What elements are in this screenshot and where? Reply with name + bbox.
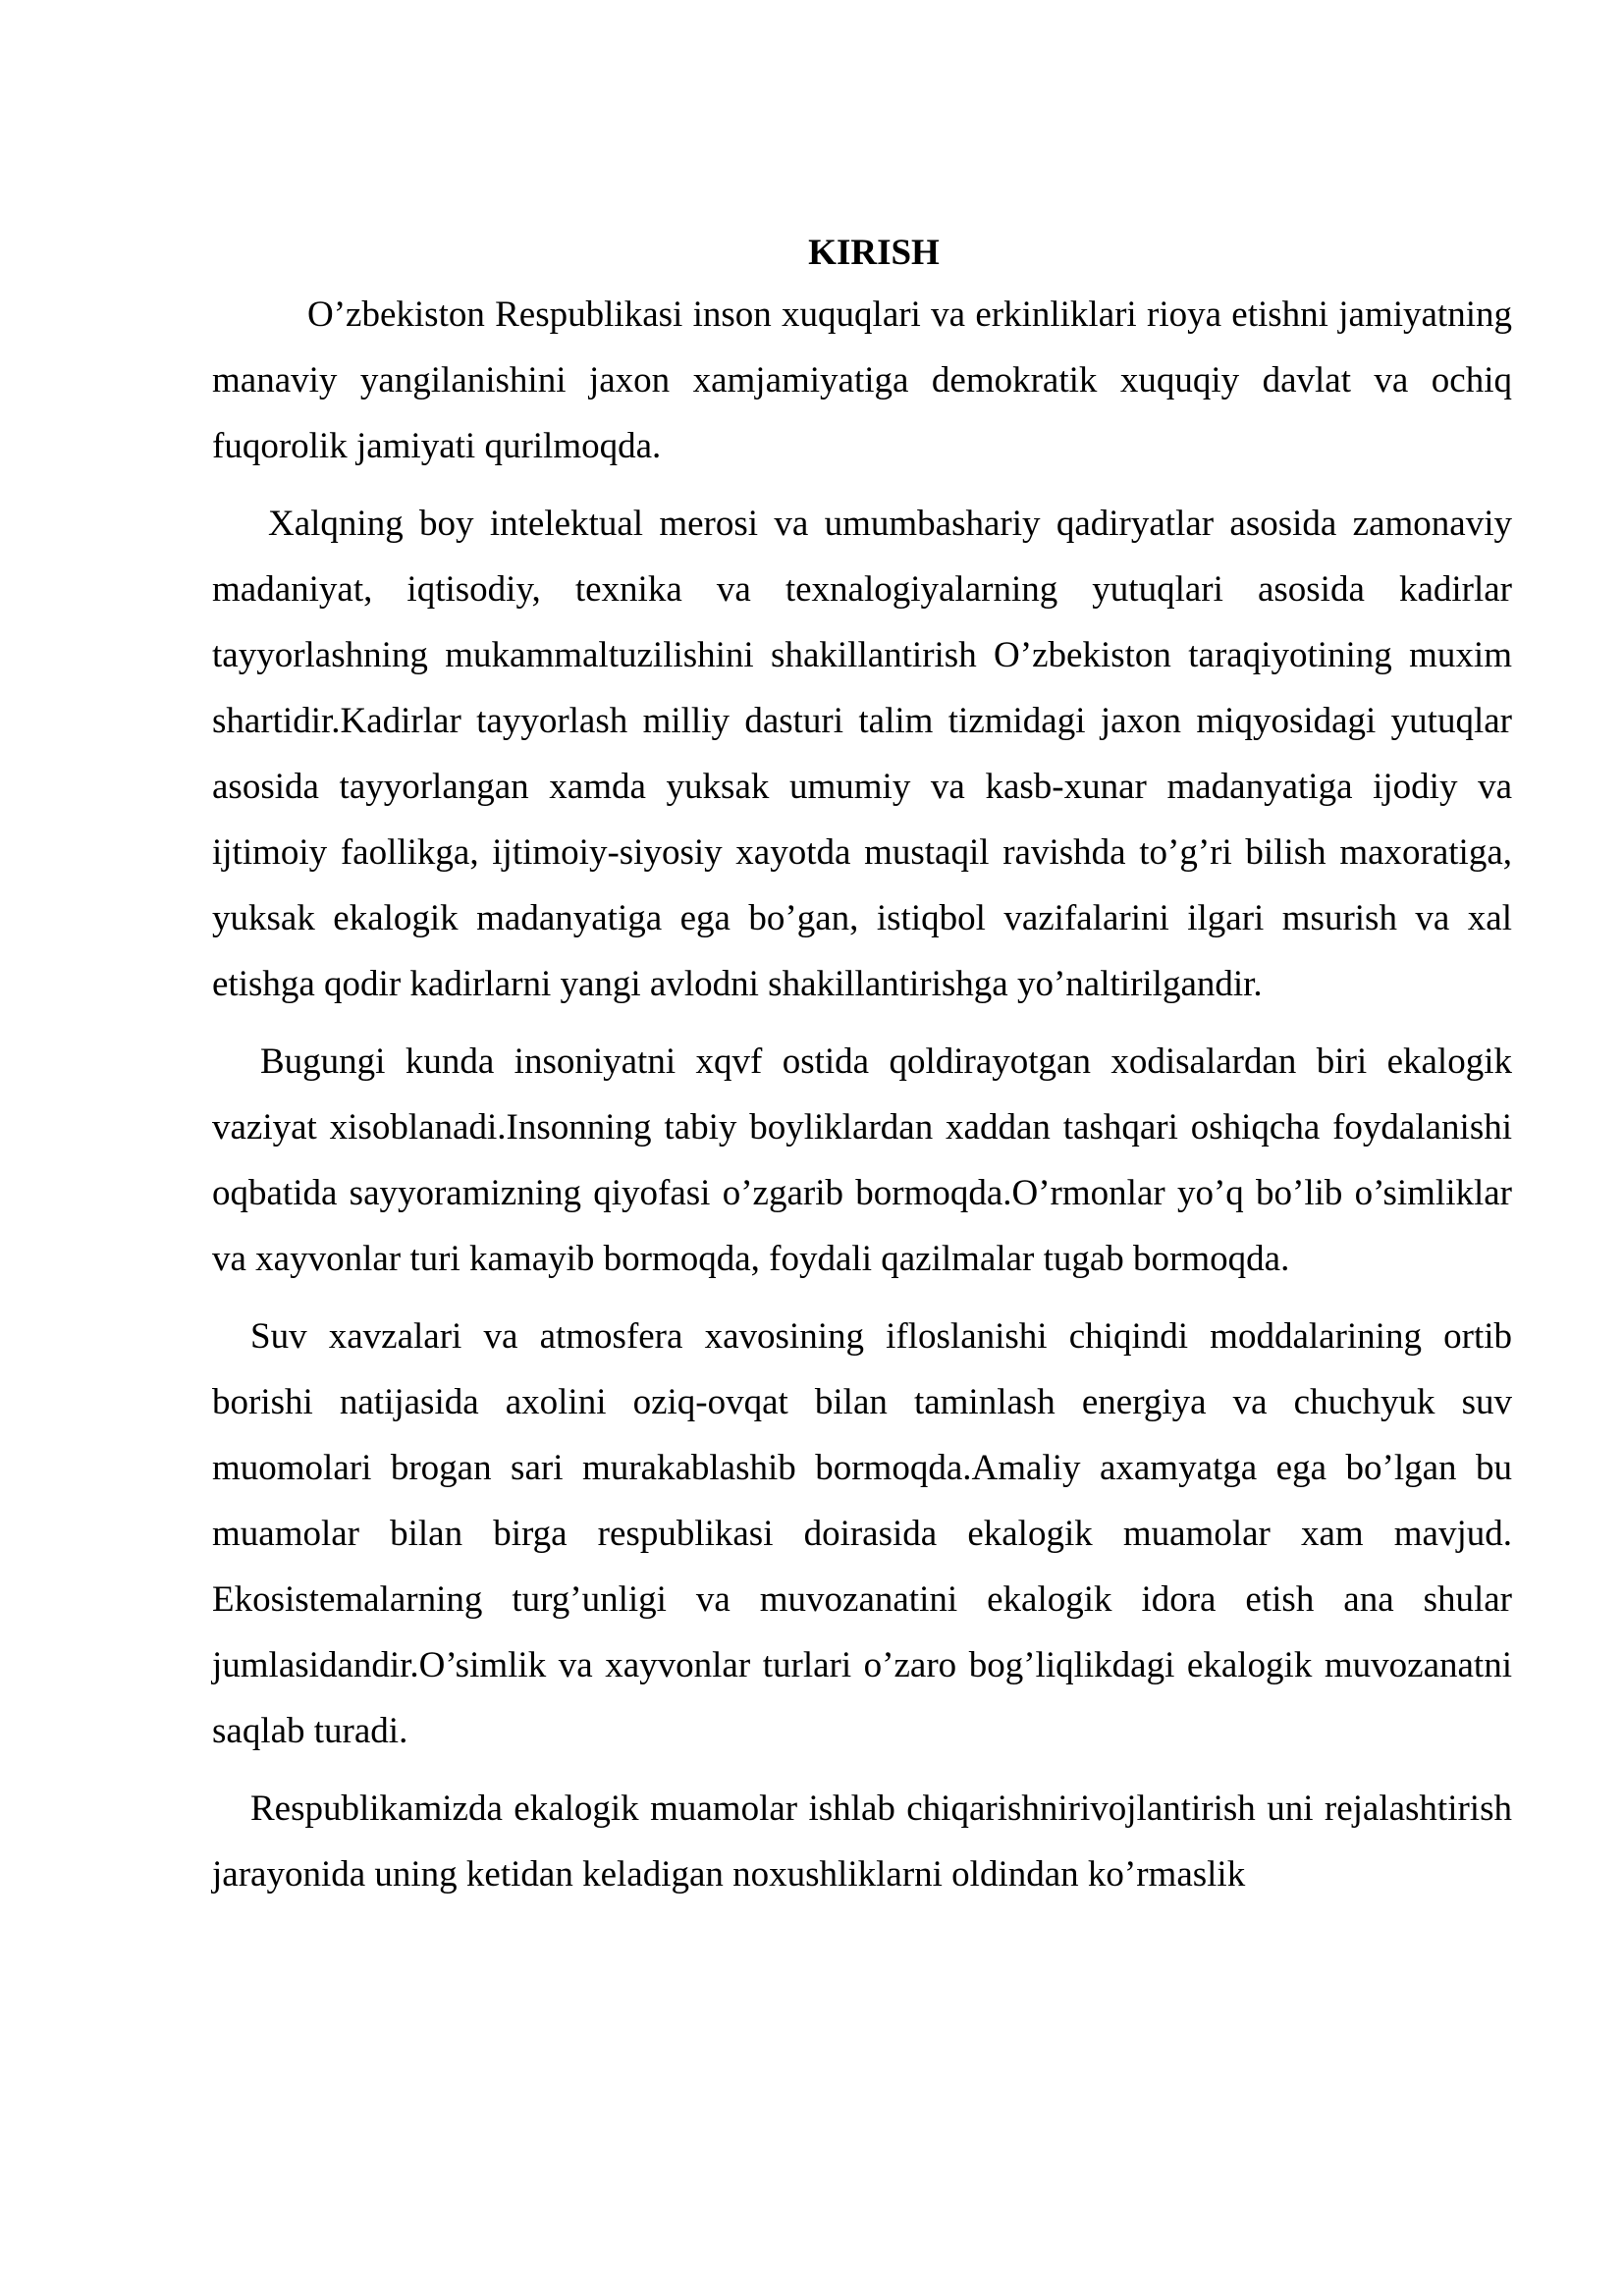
paragraph-4: Suv xavzalari va atmosfera xavosining ifloslanishi chiqindi moddalarining ortib borishi natijasida axolini oziq-ovqat bilan taminlash energiya va chuchyuk suv muomolari brogan sari murakablashib bormoqda.Amaliy axamyatga ega bo’lgan bu muamolar bilan birga respublikasi doirasida ekalogik muamolar xam mavjud. Ekosistemalarning turg’unligi va muvozanatini ekalogik idora etish ana shular jumlasidandir.O’simlik va xayvonlar turlari o’zaro bog’liqlikdagi ekalogik muvozanatni saqlab turadi. — [212, 1316, 1512, 1751]
paragraph-1: O’zbekiston Respublikasi inson xuquqlari va erkinliklari rioya etishni jamiyatning manaviy yangilanishini jaxon xamjamiyatiga demokratik xuquqiy davlat va ochiq fuqorolik jamiyati qurilmoqda. — [212, 294, 1512, 466]
page-title: KIRISH — [808, 233, 940, 273]
paragraph-2: Xalqning boy intelektual merosi va umumbashariy qadiryatlar asosida zamonaviy madaniyat, iqtisodiy, texnika va texnalogiyalarning yutuqlari asosida kadirlar tayyorlashning mukammaltuzilishini shakillantirish O’zbekiston taraqiyotining muxim shartidir.Kadirlar tayyorlash milliy dasturi talim tizmidagi jaxon miqyosidagi yutuqlar asosida tayyorlangan xamda yuksak umumiy va kasb-xunar madanyatiga ijodiy va ijtimoiy faollikga, ijtimoiy-siyosiy xayotda mustaqil ravishda to’g’ri bilish maxoratiga, yuksak ekalogik madanyatiga ega bo’gan, istiqbol vazifalarini ilgari msurish va xal etishga qodir kadirlarni yangi avlodni shakillantirishga yo’naltirilgandir. — [212, 504, 1512, 1004]
paragraph-5: Respublikamizda ekalogik muamolar ishlab chiqarishnirivojlantirish uni rejalashtirish jarayonida uning ketidan keladigan noxushliklarni oldindan ko’rmaslik — [212, 1789, 1512, 1895]
document-body — [212, 229, 1512, 1919]
paragraph-3: Bugungi kunda insoniyatni xqvf ostida qoldirayotgan xodisalardan biri ekalogik vaziyat xisoblanadi.Insonning tabiy boyliklardan xaddan tashqari oshiqcha foydalanishi oqbatida sayyoramizning qiyofasi o’zgarib bormoqda.O’rmonlar yo’q bo’lib o’simliklar va xayvonlar turi kamayib bormoqda, foydali qazilmalar tugab bormoqda. — [212, 1041, 1512, 1279]
